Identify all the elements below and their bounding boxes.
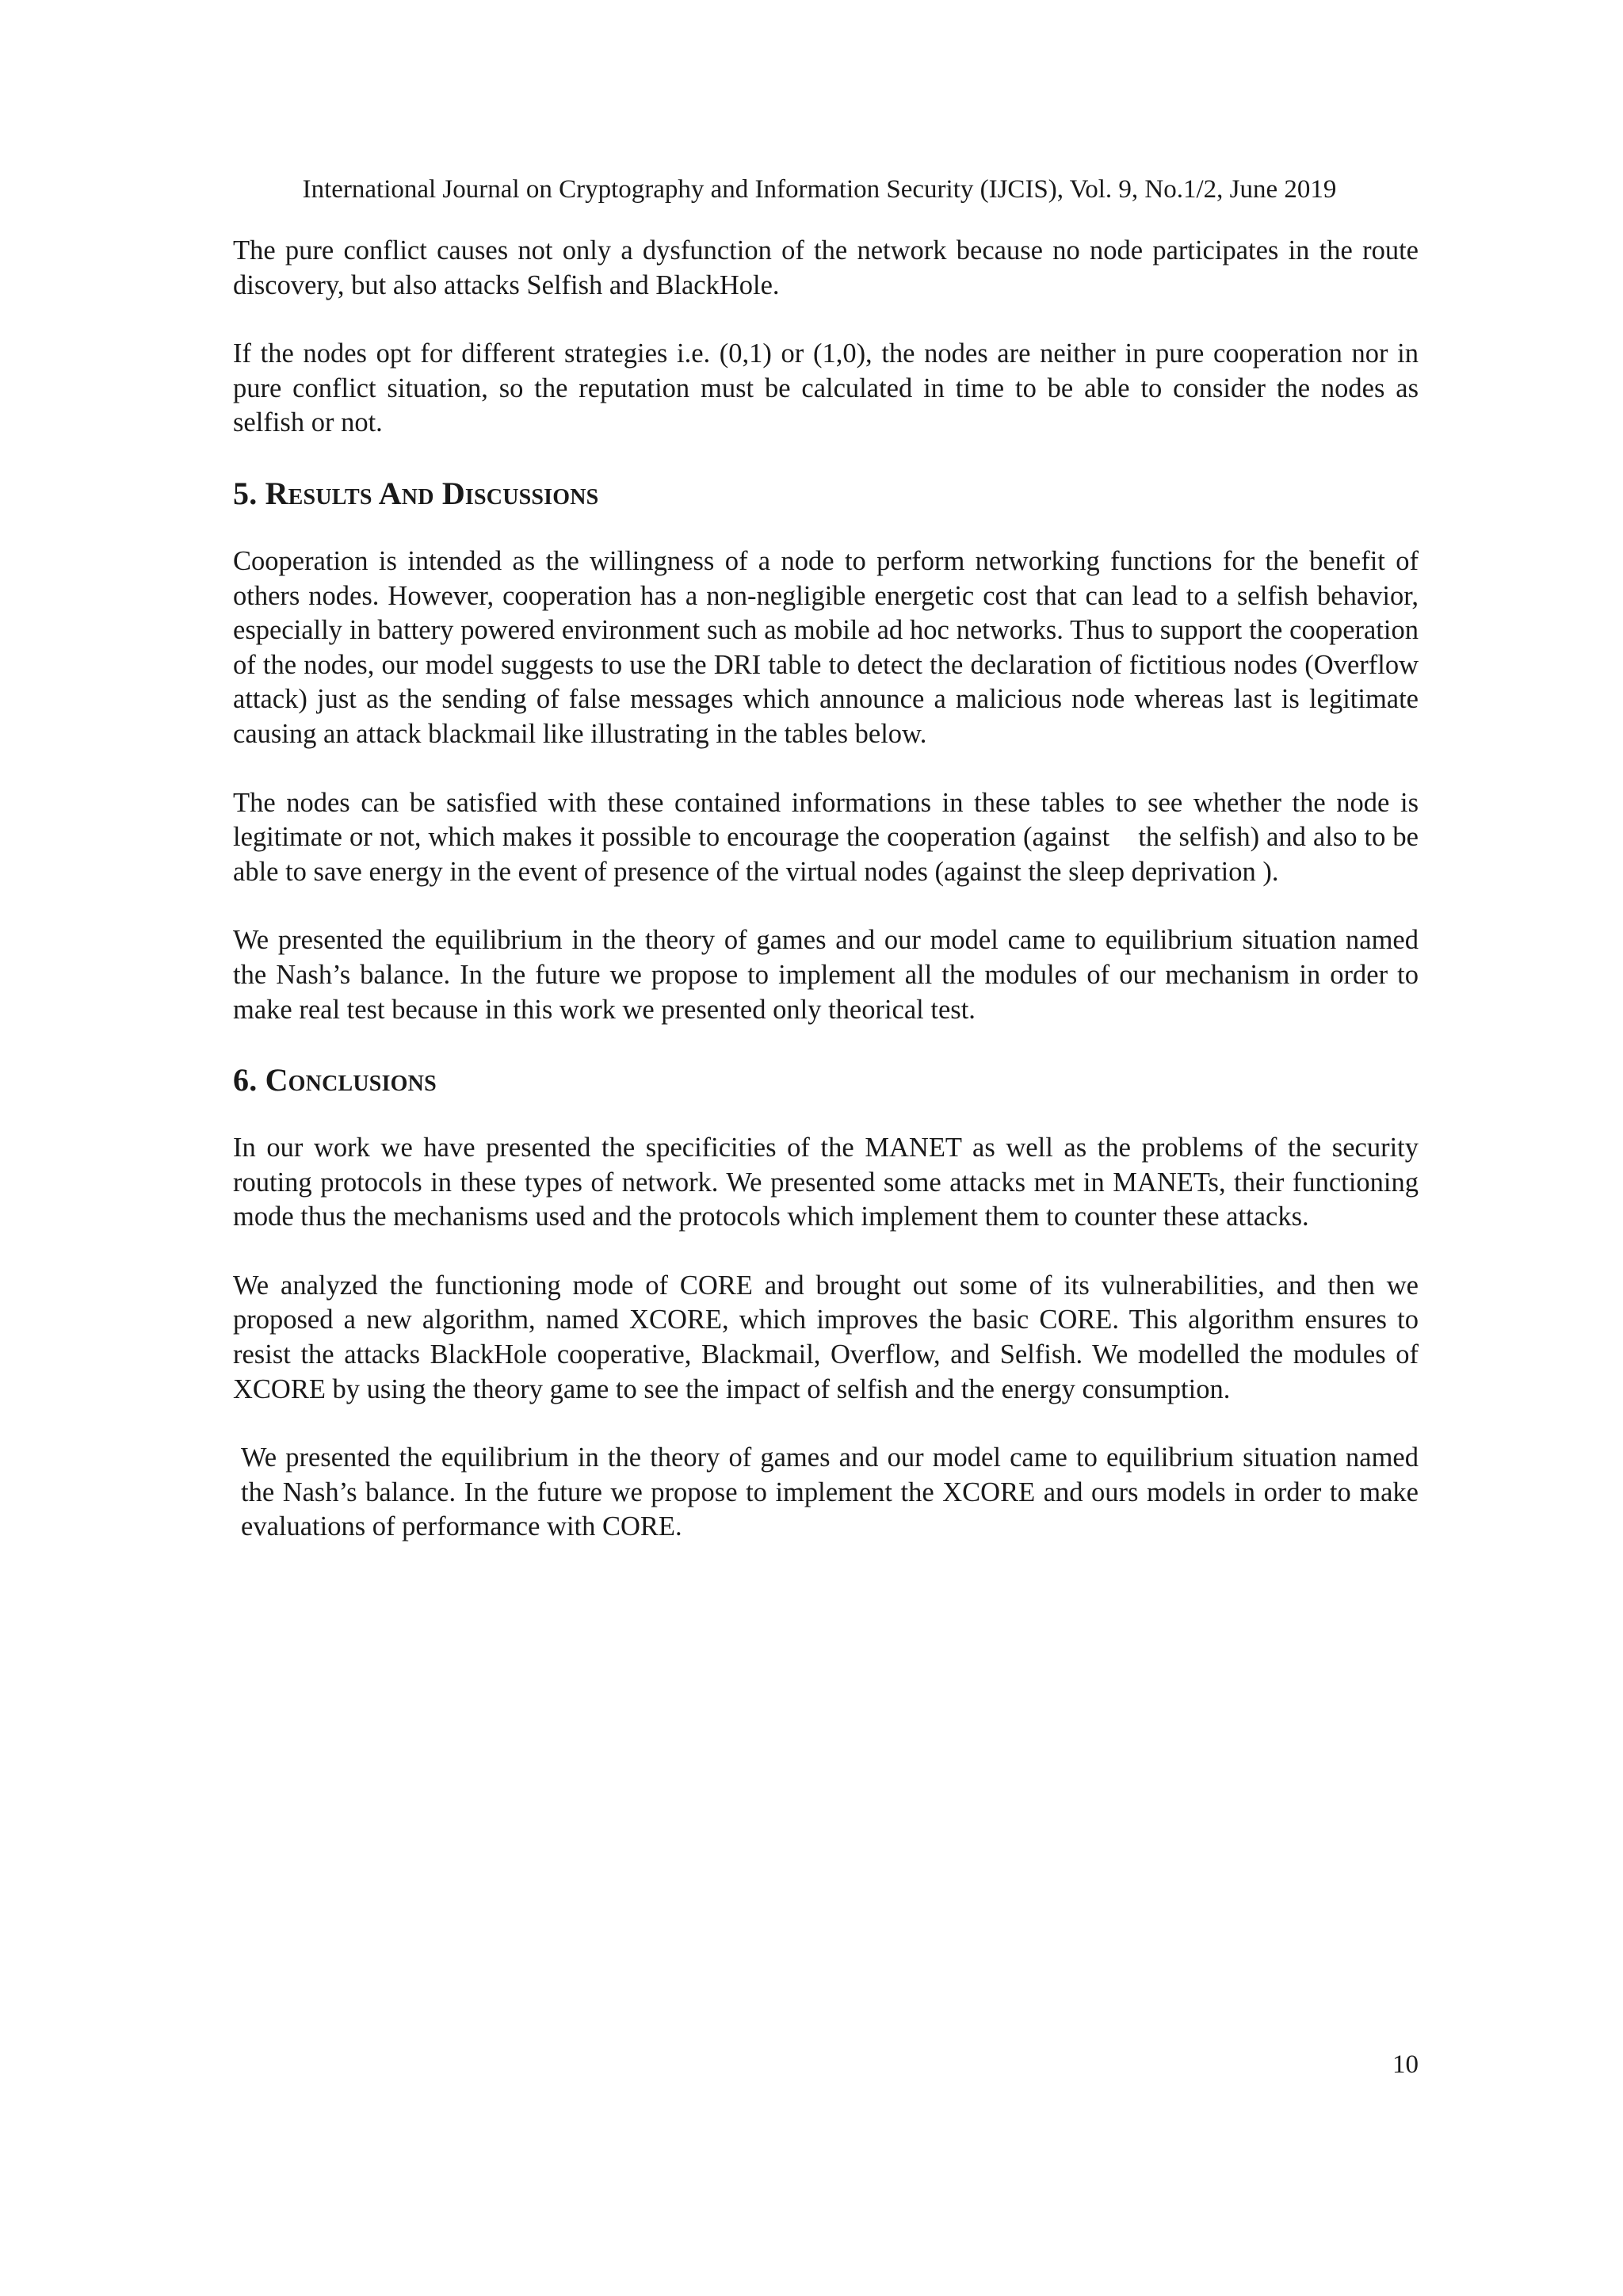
results-paragraph-1: Cooperation is intended as the willingness of a node to perform networking functions for the benefit of others nodes. However, cooperation has a non-negligible energetic cost that can lead to a selfish behavior, especially in battery powered environment such as mobile ad hoc networks. Thus to support the cooperation of the nodes, our model suggests to use the DRI table to detect the declaration of fictitious nodes (Overflow attack) just as the sending of false messages which announce a malicious node whereas last is legitimate causing an attack blackmail like illustrating in the tables below. [233, 545, 1419, 749]
conclusions-paragraph-1: In our work we have presented the specificities of the MANET as well as the problems of the security routing protocols in these types of network. We presented some attacks met in MANETs, their functioning mode thus the mechanisms used and the protocols which implement them to counter these attacks. [233, 1133, 1419, 1232]
conclusions-paragraph-2: We analyzed the functioning mode of CORE and brought out some of its vulnerabilities, and then we proposed a new algorithm, named XCORE, which improves the basic CORE. This algorithm ensures to resist the attacks BlackHole cooperative, Blackmail, Overflow, and Selfish. We modelled the modules of XCORE by using the theory game to see the impact of selfish and the energy consumption. [233, 1270, 1419, 1404]
results-paragraph-3: We presented the equilibrium in the theory of games and our model came to equilibrium situation named the Nash’s balance. In the future we propose to implement all the modules of our mechanism in order to make real test because in this work we presented only theorical test. [233, 925, 1419, 1025]
intro-paragraph-1: The pure conflict causes not only a dysfunction of the network because no node participates in the route discovery, but also attacks Selfish and BlackHole. [233, 235, 1419, 300]
section-heading-results: 5. Results And Discussions [233, 475, 599, 511]
results-paragraph-2: The nodes can be satisfied with these contained informations in these tables to see whether the node is legitimate or not, which makes it possible to encourage the cooperation (against the selfish) and also to be able to save energy in the event of presence of the virtual nodes (against the sleep deprivation ). [233, 787, 1426, 887]
running-header [0, 173, 1623, 206]
journal-title: International Journal on Cryptography and Information Security (IJCIS), Vol. 9, No.1/2, June 2019 [302, 175, 1337, 204]
intro-paragraph-2: If the nodes opt for different strategies i.e. (0,1) or (1,0), the nodes are neither in pure cooperation nor in pure conflict situation, so the reputation must be calculated in time to be able to consider the nodes as selfish or not. [233, 338, 1419, 438]
conclusions-paragraph-3: We presented the equilibrium in the theory of games and our model came to equilibrium situation named the Nash’s balance. In the future we propose to implement the XCORE and ours models in order to make evaluations of performance with CORE. [241, 1442, 1419, 1542]
body-text [233, 234, 1426, 1545]
section-heading-conclusions: 6. Conclusions [233, 1062, 437, 1098]
page-number: 10 [1392, 2050, 1419, 2079]
